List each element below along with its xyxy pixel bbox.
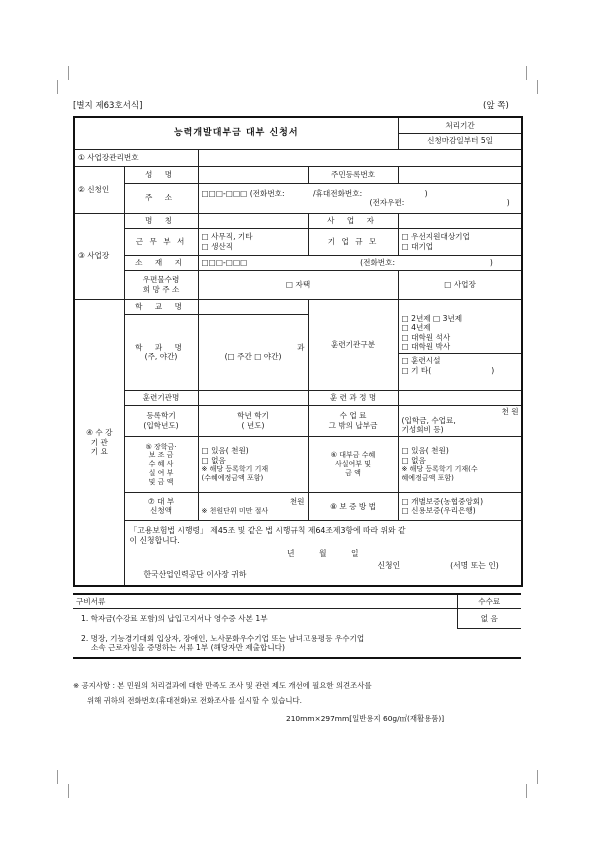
dept-name-suffix: 과 xyxy=(297,342,305,352)
scholarship-note-1: ※ 해당 등록학기 기재 xyxy=(201,465,269,474)
crop-mark-tr-h xyxy=(526,66,527,80)
mail-label-2: 희 망 주 소 xyxy=(142,284,180,294)
location-phone-label: (전화번호: xyxy=(360,257,396,267)
workplace-name-label: 명 칭 xyxy=(124,213,198,228)
training-institution-name-field[interactable] xyxy=(198,390,308,405)
dept-name-label-1: 학 과 명 xyxy=(135,342,187,352)
crop-mark-br-h xyxy=(526,784,527,798)
location-label: 소 재 지 xyxy=(124,255,198,270)
training-label-2: 기 관 xyxy=(90,437,108,447)
business-number-field[interactable] xyxy=(198,149,522,166)
scholarship-yes-checkbox[interactable]: □ 있음( 천원) xyxy=(201,446,249,456)
declaration-applicant: 신청인 xyxy=(377,560,401,570)
scholarship-note-2: (수혜예정금액 포함) xyxy=(201,473,264,482)
prior-loan-label-3: 금 액 xyxy=(345,468,361,477)
mail-workplace-checkbox[interactable]: □ 사업장 xyxy=(398,270,522,299)
form-title: 능력개발대부금 대부 신청서 xyxy=(74,117,398,149)
mobile-close: ) xyxy=(424,188,428,198)
prior-loan-note-2: 혜예정금액 포함) xyxy=(401,473,454,482)
semester-field[interactable] xyxy=(198,405,308,436)
loan-amount-label-1: ⑦ 대 부 xyxy=(147,496,175,506)
scholarship-label xyxy=(124,436,198,492)
tuition-label-1: 수 업 료 xyxy=(339,411,367,421)
tuition-field[interactable] xyxy=(398,405,522,436)
prior-loan-label-1: ⑥ 대부금 수혜 xyxy=(330,451,376,460)
inst-masters-checkbox[interactable]: □ 대학원 석사 xyxy=(401,332,451,342)
department-label: 근 무 부 서 xyxy=(124,228,198,255)
inst-2-3yr-checkbox[interactable]: □ 2년제 □ 3년제 xyxy=(401,313,463,323)
location-field[interactable] xyxy=(198,255,522,270)
school-name-field[interactable] xyxy=(198,299,308,314)
company-size-label: 기 업 규 모 xyxy=(308,228,398,255)
scholarship-label-1: ⑤ 장학금· xyxy=(145,442,177,451)
biz-registration-field[interactable] xyxy=(398,213,522,228)
applicant-label: ② 신청인 xyxy=(74,166,124,213)
loan-amount-unit: 천원 xyxy=(289,497,305,507)
workplace-label: ③ 사업장 xyxy=(74,213,124,299)
inst-facility-checkbox[interactable]: □ 훈련시설 xyxy=(399,353,522,365)
institution-type-label: 훈련기관구분 xyxy=(308,299,398,390)
day-night-checkbox[interactable]: (□ 주간 □ 야간) xyxy=(224,352,282,361)
document-item-1: 1. 학자금(수강료 포함)의 납입고지서나 영수증 사본 1부 xyxy=(73,608,457,628)
applicant-name-field[interactable] xyxy=(198,166,308,183)
training-institution-label xyxy=(74,299,124,586)
school-name-label: 학 교 명 xyxy=(124,299,198,314)
applicant-name-label: 성 명 xyxy=(124,166,198,183)
declaration-date[interactable]: 년 월 일 xyxy=(286,548,359,558)
location-phone-close: ) xyxy=(489,257,493,267)
crop-mark-bl xyxy=(57,770,58,784)
address-postcode: □□□-□□□ (전화번호: xyxy=(201,188,285,198)
course-name-label: 훈 련 과 정 명 xyxy=(308,390,398,405)
prior-loan-no-checkbox[interactable]: □ 없음 xyxy=(401,455,426,465)
declaration-text-2: 이 신청합니다. xyxy=(129,536,180,546)
department-name-field[interactable] xyxy=(198,314,308,390)
declaration-text-1: 「고용보험법 시행령」 제45조 및 같은 법 시행규칙 제64조제3항에 따라 위와 같 xyxy=(129,526,406,536)
scholarship-options[interactable] xyxy=(198,436,308,492)
mail-label-1: 우편물수령 xyxy=(142,275,180,285)
prior-loan-label xyxy=(308,436,398,492)
fee-value: 없 음 xyxy=(457,608,521,628)
declaration-addressee: 한국산업인력공단 이사장 귀하 xyxy=(143,570,247,580)
course-name-field[interactable] xyxy=(398,390,522,405)
company-size-options[interactable] xyxy=(398,228,522,255)
processing-period-label: 처리기간 xyxy=(398,117,522,133)
guarantee-options[interactable] xyxy=(398,492,522,520)
loan-amount-label xyxy=(124,492,198,520)
dept-name-label-2: (주, 야간) xyxy=(144,352,178,361)
location-postcode: □□□-□□□ xyxy=(201,257,248,267)
tuition-label-2: 그 밖의 납부금 xyxy=(328,420,378,430)
guarantee-individual-checkbox[interactable]: □ 개별보증(농협중앙회) xyxy=(401,496,484,506)
document-item-2-line-1: 2. 명장, 기능경기대회 입상자, 장애인, 노사문화우수기업 또는 남녀고용평등 우수기업 xyxy=(81,633,365,643)
crop-mark-tl-h xyxy=(68,66,69,80)
loan-amount-note: ※ 천원단위 미만 절사 xyxy=(201,506,269,515)
department-options[interactable] xyxy=(198,228,308,255)
mobile-label: /휴대전화번호: xyxy=(313,188,363,198)
scholarship-label-2: 보 조 금 xyxy=(148,451,174,460)
training-institution-name-label: 훈련기관명 xyxy=(124,390,198,405)
mail-home-checkbox[interactable]: □ 자택 xyxy=(198,270,398,299)
applicant-address-field[interactable] xyxy=(198,183,522,213)
loan-amount-field[interactable] xyxy=(198,492,308,520)
page-side-label: (앞 쪽) xyxy=(483,101,509,111)
application-form xyxy=(73,116,521,659)
dept-production-checkbox[interactable]: □ 생산직 xyxy=(201,241,234,251)
guarantee-label: ⑧ 보 증 방 법 xyxy=(308,492,398,520)
scholarship-label-5: 및 금 액 xyxy=(148,477,174,486)
biz-registration-label: 사 업 자 xyxy=(308,213,398,228)
documents-label: 구비서류 xyxy=(73,594,457,608)
paper-spec: 210mm×297mm[일반용지 60g/㎡(재활용품)] xyxy=(286,714,445,723)
form-table xyxy=(73,116,523,587)
document-item-2-line-2: 소속 근로자임을 증명하는 서류 1부 (해당자만 제출합니다) xyxy=(91,643,285,653)
workplace-name-field[interactable] xyxy=(198,213,308,228)
crop-mark-tl xyxy=(57,80,58,94)
prior-loan-yes-checkbox[interactable]: □ 있음( 천원) xyxy=(401,446,449,456)
semester-label xyxy=(124,405,198,436)
tuition-note-2: 기성회비 등) xyxy=(401,425,444,435)
email-close: ) xyxy=(506,198,510,207)
dept-office-checkbox[interactable]: □ 사무직, 기타 xyxy=(201,232,253,242)
training-label-3: 기 요 xyxy=(90,447,108,457)
declaration-block xyxy=(124,520,522,586)
fee-label: 수수료 xyxy=(457,594,521,608)
training-label-1: ④ 수 강 xyxy=(86,428,113,438)
documents-table xyxy=(73,593,521,659)
notice-line-1: ※ 공지사항 : 본 민원의 처리결과에 대한 만족도 조사 및 관련 제도 개선에 필요한 의견조사를 xyxy=(73,681,372,690)
tuition-note-1: (입학금, 수업료, xyxy=(401,415,456,425)
form-number: [별지 제63호서식] xyxy=(73,101,143,111)
size-priority-checkbox[interactable]: □ 우선지원대상기업 xyxy=(401,232,470,242)
prior-loan-label-2: 사실여부 및 xyxy=(335,460,372,469)
crop-mark-br xyxy=(537,770,538,784)
semester-label-2: (입학년도) xyxy=(143,420,179,430)
tuition-label xyxy=(308,405,398,436)
crop-mark-bl-h xyxy=(68,784,69,798)
inst-other-close: ) xyxy=(491,365,495,375)
department-name-label xyxy=(124,314,198,390)
signature-field[interactable]: (서명 또는 인) xyxy=(450,560,499,570)
loan-amount-label-2: 신청액 xyxy=(149,506,172,516)
size-large-checkbox[interactable]: □ 대기업 xyxy=(401,241,434,251)
applicant-address-label: 주 소 xyxy=(124,183,198,213)
document-item-2 xyxy=(73,628,521,658)
prior-loan-options[interactable] xyxy=(398,436,522,492)
tuition-unit: 천 원 xyxy=(501,406,519,416)
resident-number-field[interactable] xyxy=(398,166,522,183)
institution-type-options[interactable] xyxy=(398,299,522,390)
guarantee-credit-checkbox[interactable]: □ 신용보증(우리은행) xyxy=(401,506,476,516)
inst-4yr-checkbox[interactable]: □ 4년제 xyxy=(401,323,431,333)
scholarship-label-3: 수 혜 사 xyxy=(148,460,174,469)
business-number-label: ① 사업장관리번호 xyxy=(74,149,198,166)
resident-number-label: 주민등록번호 xyxy=(308,166,398,183)
semester-label-1: 등록학기 xyxy=(146,411,176,421)
inst-other-checkbox[interactable]: □ 기 타( xyxy=(401,365,432,375)
email-label: (전자우편: xyxy=(369,198,405,207)
crop-mark-tr xyxy=(537,80,538,94)
semester-value-2: ( 년도) xyxy=(241,420,265,430)
scholarship-label-4: 실 여 부 xyxy=(148,468,174,477)
mail-address-label xyxy=(124,270,198,299)
processing-period-value: 신청마감일부터 5일 xyxy=(398,133,522,149)
scholarship-no-checkbox[interactable]: □ 없음 xyxy=(201,455,226,465)
inst-doctoral-checkbox[interactable]: □ 대학원 박사 xyxy=(401,342,451,351)
prior-loan-note-1: ※ 해당 등록학기 기재(수 xyxy=(401,465,478,474)
semester-value-1: 학년 학기 xyxy=(237,411,269,421)
notice-line-2: 위해 귀하의 전화번호(휴대전화)로 전화조사를 실시할 수 있습니다. xyxy=(87,696,302,705)
